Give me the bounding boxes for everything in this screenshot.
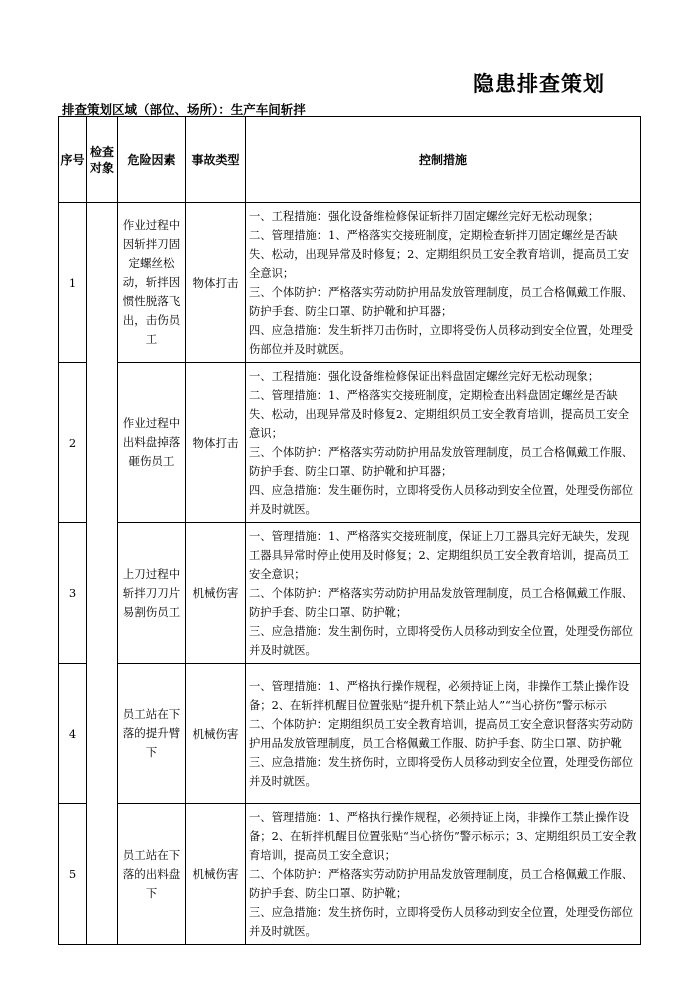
table-row [59, 203, 641, 363]
row-number: 5 [59, 804, 87, 945]
control-line: 二、管理措施：1、严格落实交接班制度，定期检查斩拌刀固定螺丝是否缺失、松动，出现异常及时修复；2、定期组织员工安全教育培训，提高员工安全意识； [249, 229, 629, 280]
control-line: 三、个体防护：严格落实劳动防护用品发放管理制度，员工合格佩戴工作服、防护手套、防尘口罩、防护靴和护耳器； [249, 446, 634, 478]
hazard-cell: 作业过程中因斩拌刀固定螺丝松动，斩拌因惯性脱落飞出，击伤员工 [118, 203, 186, 363]
accident-type-cell: 物体打击 [186, 363, 246, 523]
hazard-cell: 上刀过程中斩拌刀刀片易割伤员工 [118, 523, 186, 664]
row-number: 2 [59, 363, 87, 523]
control-line: 三、个体防护：严格落实劳动防护用品发放管理制度，员工合格佩戴工作服、防护手套、防尘口罩、防护靴和护耳器； [249, 286, 634, 318]
accident-type-cell: 机械伤害 [186, 804, 246, 945]
control-line: 一、工程措施：强化设备维检修保证出料盘固定螺丝完好无松动现象； [249, 370, 600, 383]
control-line: 二、个体防护：严格落实劳动防护用品发放管理制度，员工合格佩戴工作服、防护手套、防尘口罩、防护靴； [249, 587, 634, 619]
region-label: 排查策划区域（部位、场所）：生产车间斩拌 [62, 102, 306, 117]
header-object: 检查对象 [87, 117, 118, 203]
hazard-cell: 员工站在下落的提升臂下 [118, 664, 186, 804]
table-header-row [59, 117, 641, 203]
header-no: 序号 [59, 117, 87, 203]
table-row [59, 664, 641, 804]
accident-type-cell: 机械伤害 [186, 664, 246, 804]
control-line: 三、应急措施：发生挤伤时，立即将受伤人员移动到安全位置，处理受伤部位并及时就医。 [249, 906, 634, 938]
control-line: 四、应急措施：发生斩拌刀击伤时，立即将受伤人员移动到安全位置，处理受伤部位并及时就医。 [249, 324, 634, 356]
accident-type-cell: 机械伤害 [186, 523, 246, 664]
row-number: 3 [59, 523, 87, 664]
control-line: 四、应急措施：发生砸伤时，立即将受伤人员移动到安全位置，处理受伤部位并及时就医。 [249, 484, 634, 516]
table-row [59, 523, 641, 664]
control-line: 一、管理措施：1、严格执行操作规程，必须持证上岗，非操作工禁止操作设备；2、在斩拌机醒目位置张贴“提升机下禁止站人”“当心挤伤”警示标示 [249, 680, 629, 712]
control-line: 一、工程措施：强化设备维检修保证斩拌刀固定螺丝完好无松动现象； [249, 210, 600, 223]
control-line: 一、管理措施：1、严格执行操作规程，必须持证上岗，非操作工禁止操作设备；2、在斩拌机醒目位置张贴“当心挤伤”警示标示；3、定期组织员工安全教育培训，提高员工安全意识； [249, 811, 637, 862]
control-cell [246, 363, 641, 523]
header-accident-type: 事故类型 [186, 117, 246, 203]
table-row [59, 804, 641, 945]
control-cell [246, 804, 641, 945]
control-line: 三、应急措施：发生割伤时，立即将受伤人员移动到安全位置，处理受伤部位并及时就医。 [249, 625, 634, 657]
control-cell [246, 203, 641, 363]
header-hazard: 危险因素 [118, 117, 186, 203]
accident-type-cell: 物体打击 [186, 203, 246, 363]
row-number: 1 [59, 203, 87, 363]
control-line: 二、个体防护：定期组织员工安全教育培训，提高员工安全意识督落实劳动防护用品发放管理制度，员工合格佩戴工作服、防护手套、防尘口罩、防护靴 [249, 718, 634, 750]
hazard-cell: 作业过程中出料盘掉落砸伤员工 [118, 363, 186, 523]
table-row [59, 363, 641, 523]
hazard-table [58, 116, 641, 945]
control-line: 二、管理措施：1、严格落实交接班制度，定期检查出料盘固定螺丝是否缺失、松动，出现异常及时修复2、定期组织员工安全教育培训，提高员工安全意识； [249, 389, 629, 440]
document-title: 隐患排查策划 [473, 72, 605, 96]
control-line: 二、个体防护：严格落实劳动防护用品发放管理制度，员工合格佩戴工作服、防护手套、防尘口罩、防护靴； [249, 868, 634, 900]
control-cell [246, 523, 641, 664]
row-number: 4 [59, 664, 87, 804]
control-cell [246, 664, 641, 804]
hazard-cell: 员工站在下落的出料盘下 [118, 804, 186, 945]
inspection-object-cell [87, 203, 118, 945]
control-line: 三、应急措施：发生挤伤时，立即将受伤人员移动到安全位置，处理受伤部位并及时就医。 [249, 756, 634, 788]
control-line: 一、管理措施：1、严格落实交接班制度，保证上刀工器具完好无缺失，发现工器具异常时停止使用及时修复；2、定期组织员工安全教育培训，提高员工安全意识； [249, 530, 629, 581]
header-control: 控制措施 [246, 117, 641, 203]
